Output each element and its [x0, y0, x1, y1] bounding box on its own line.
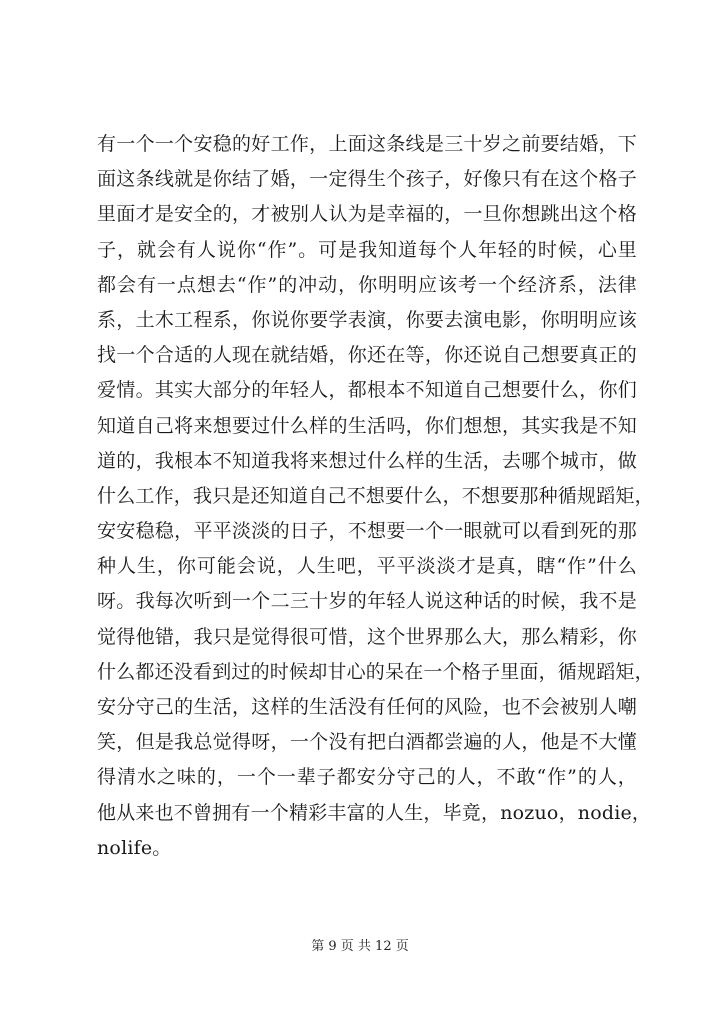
- text-line: 找一个合适的人现在就结婚，你还在等，你还说自己想要真正的: [97, 344, 637, 367]
- text-line: 知道自己将来想要过什么样的生活吗，你们想想，其实我是不知: [97, 414, 637, 437]
- text-line: 面这条线就是你结了婚，一定得生个孩子，好像只有在这个格子: [97, 168, 637, 191]
- text-line: 爱情。其实大部分的年轻人，都根本不知道自己想要什么，你们: [97, 379, 637, 402]
- text-line: 子，就会有人说你“作”。可是我知道每个人年轻的时候，心里: [97, 238, 637, 261]
- text-line: 笑，但是我总觉得呀，一个没有把白酒都尝遍的人，他是不大懂: [97, 731, 637, 754]
- text-line: nolife。: [97, 836, 172, 859]
- text-line: 道的，我根本不知道我将来想过什么样的生活，去哪个城市，做: [97, 449, 637, 472]
- text-line: 呀。我每次听到一个二三十岁的年轻人说这种话的时候，我不是: [97, 590, 637, 613]
- text-line: 里面才是安全的，才被别人认为是幸福的，一旦你想跳出这个格: [97, 203, 637, 226]
- text-line: 他从来也不曾拥有一个精彩丰富的人生，毕竟，nozuo，nodie，: [97, 801, 652, 824]
- text-line: 有一个一个安稳的好工作，上面这条线是三十岁之前要结婚，下: [97, 133, 637, 155]
- text-line: 系，土木工程系，你说你要学表演，你要去演电影，你明明应该: [97, 308, 637, 331]
- text-line: 什么工作，我只是还知道自己不想要什么，不想要那种循规蹈矩，: [97, 484, 654, 507]
- text-line: 安安稳稳，平平淡淡的日子，不想要一个一眼就可以看到死的那: [97, 520, 637, 543]
- page-number-footer: 第 9 页 共 12 页: [311, 939, 409, 954]
- text-line: 什么都还没看到过的时候却甘心的呆在一个格子里面，循规蹈矩，: [97, 660, 654, 683]
- text-line: 得清水之味的，一个一辈子都安分守己的人，不敢“作”的人，: [97, 766, 637, 789]
- body-text: [97, 127, 654, 866]
- text-line: 种人生，你可能会说，人生吧，平平淡淡才是真，瞎“作”什么: [97, 555, 637, 578]
- text-line: 觉得他错，我只是觉得很可惜，这个世界那么大，那么精彩，你: [97, 625, 637, 648]
- text-line: 安分守己的生活，这样的生活没有任何的风险，也不会被别人嘲: [97, 696, 637, 718]
- text-line: 都会有一点想去“作”的冲动，你明明应该考一个经济系，法律: [97, 273, 637, 296]
